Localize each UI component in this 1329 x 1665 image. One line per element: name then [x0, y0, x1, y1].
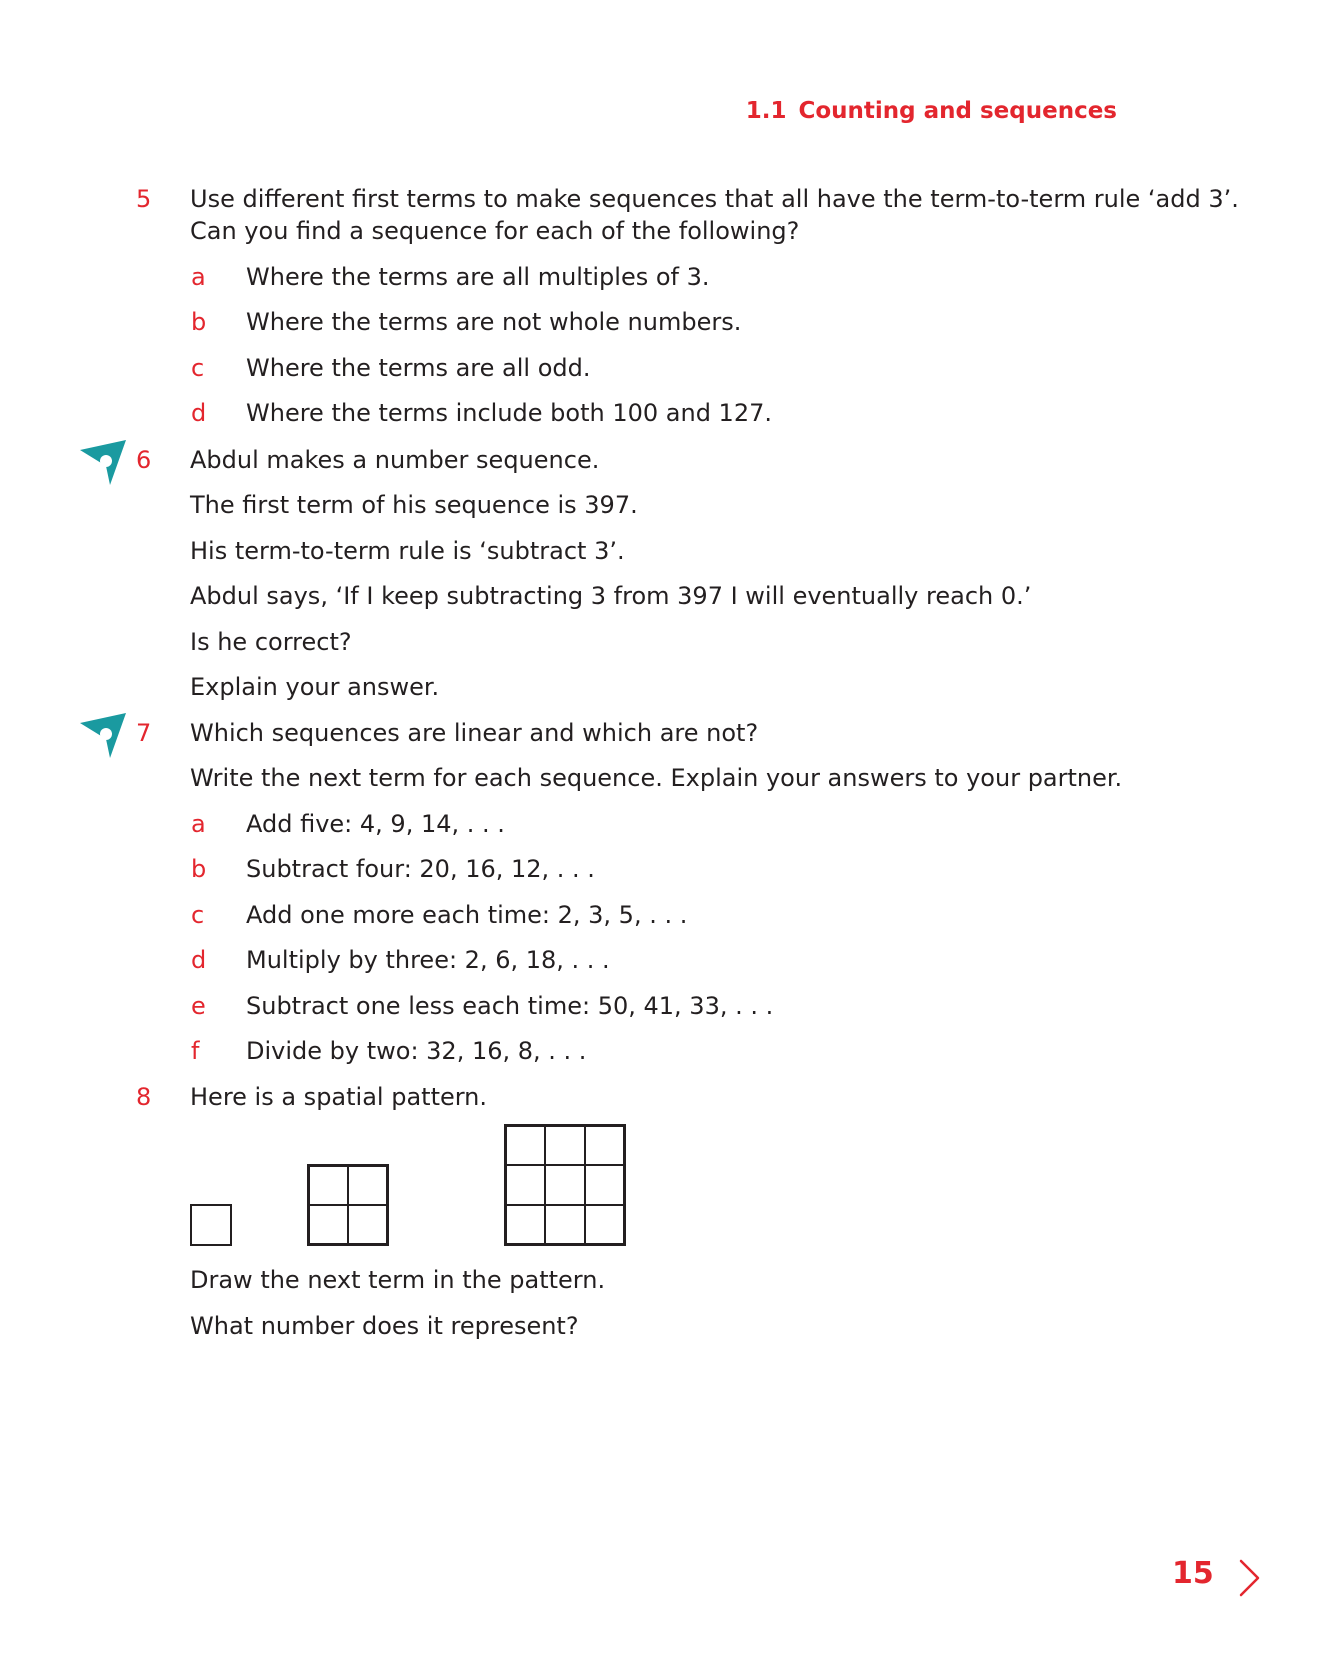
q7-item-text: Divide by two: 32, 16, 8, . . .: [246, 1037, 587, 1065]
q5-item-letter: a: [191, 263, 206, 291]
section-title: Counting and sequences: [798, 98, 1117, 124]
q7-item-text: Subtract one less each time: 50, 41, 33, . . .: [246, 992, 774, 1020]
question-6-number: 6: [136, 446, 152, 474]
question-6-line: Explain your answer.: [190, 673, 440, 701]
page-number: 15: [1172, 1556, 1214, 1591]
chevron-right-icon[interactable]: [1238, 1558, 1262, 1598]
question-6-line: Abdul makes a number sequence.: [190, 446, 600, 474]
q7-item-letter: a: [191, 810, 206, 838]
q5-item-letter: b: [191, 308, 207, 336]
question-5-number: 5: [136, 185, 152, 213]
q5-item-text: Where the terms are not whole numbers.: [246, 308, 742, 336]
question-7-line-1: Which sequences are linear and which are not?: [190, 719, 759, 747]
q7-item-letter: b: [191, 855, 207, 883]
pattern-term-2: [307, 1164, 389, 1246]
question-5-line-1: Use different first terms to make sequences that all have the term-to-term rule ‘add 3’.: [190, 185, 1239, 213]
thinking-marker-icon: [78, 437, 128, 487]
pattern-term-3: [504, 1124, 626, 1246]
q7-item-letter: f: [191, 1037, 200, 1065]
question-5-line-2: Can you find a sequence for each of the following?: [190, 217, 800, 245]
question-6-line: His term-to-term rule is ‘subtract 3’.: [190, 537, 625, 565]
question-6-line: Is he correct?: [190, 628, 352, 656]
section-header: [746, 98, 1117, 124]
q5-item-letter: c: [191, 354, 205, 382]
thinking-marker-icon: [78, 710, 128, 760]
question-8-line-3: What number does it represent?: [190, 1312, 579, 1340]
question-6-line: The first term of his sequence is 397.: [190, 491, 638, 519]
q5-item-text: Where the terms are all multiples of 3.: [246, 263, 710, 291]
q7-item-text: Subtract four: 20, 16, 12, . . .: [246, 855, 595, 883]
section-number: 1.1: [745, 98, 787, 124]
q7-item-text: Multiply by three: 2, 6, 18, . . .: [246, 946, 610, 974]
q7-item-text: Add five: 4, 9, 14, . . .: [246, 810, 505, 838]
q5-item-text: Where the terms include both 100 and 127.: [246, 399, 772, 427]
q7-item-letter: d: [191, 946, 207, 974]
question-8-line-1: Here is a spatial pattern.: [190, 1083, 488, 1111]
question-7-number: 7: [136, 719, 152, 747]
question-7-line-2: Write the next term for each sequence. Explain your answers to your partner.: [190, 764, 1123, 792]
q7-item-text: Add one more each time: 2, 3, 5, . . .: [246, 901, 688, 929]
q5-item-text: Where the terms are all odd.: [246, 354, 591, 382]
pattern-term-1: [190, 1204, 232, 1246]
q7-item-letter: c: [191, 901, 205, 929]
q7-item-letter: e: [191, 992, 206, 1020]
question-8-line-2: Draw the next term in the pattern.: [190, 1266, 606, 1294]
question-6-line: Abdul says, ‘If I keep subtracting 3 from 397 I will eventually reach 0.’: [190, 582, 1032, 610]
question-8-number: 8: [136, 1083, 152, 1111]
q5-item-letter: d: [191, 399, 207, 427]
